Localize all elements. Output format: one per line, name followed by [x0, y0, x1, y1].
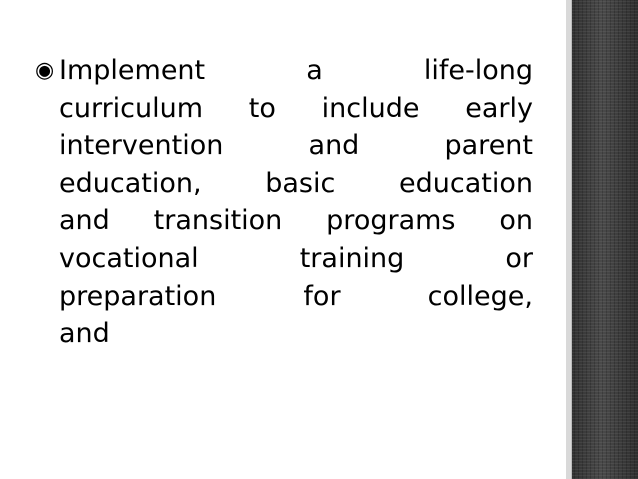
text-line-5: and transition programs on [59, 205, 533, 237]
text-line-6: vocational training or [59, 242, 533, 274]
text-line-7: preparation for college, [59, 280, 533, 312]
text-line-1: Implement a life-long [59, 55, 533, 86]
text-line-8: and [59, 318, 110, 350]
bullet-icon: ◉ [35, 58, 55, 83]
text-line-4: education, basic education [59, 167, 533, 199]
bullet-line-1 [35, 52, 533, 90]
bullet-text-block [35, 52, 533, 353]
text-line-3: intervention and parent [59, 130, 533, 162]
text-line-2: curriculum to include early [59, 92, 533, 124]
decorative-side-stripe [566, 0, 638, 479]
side-stripe-edge [566, 0, 572, 479]
